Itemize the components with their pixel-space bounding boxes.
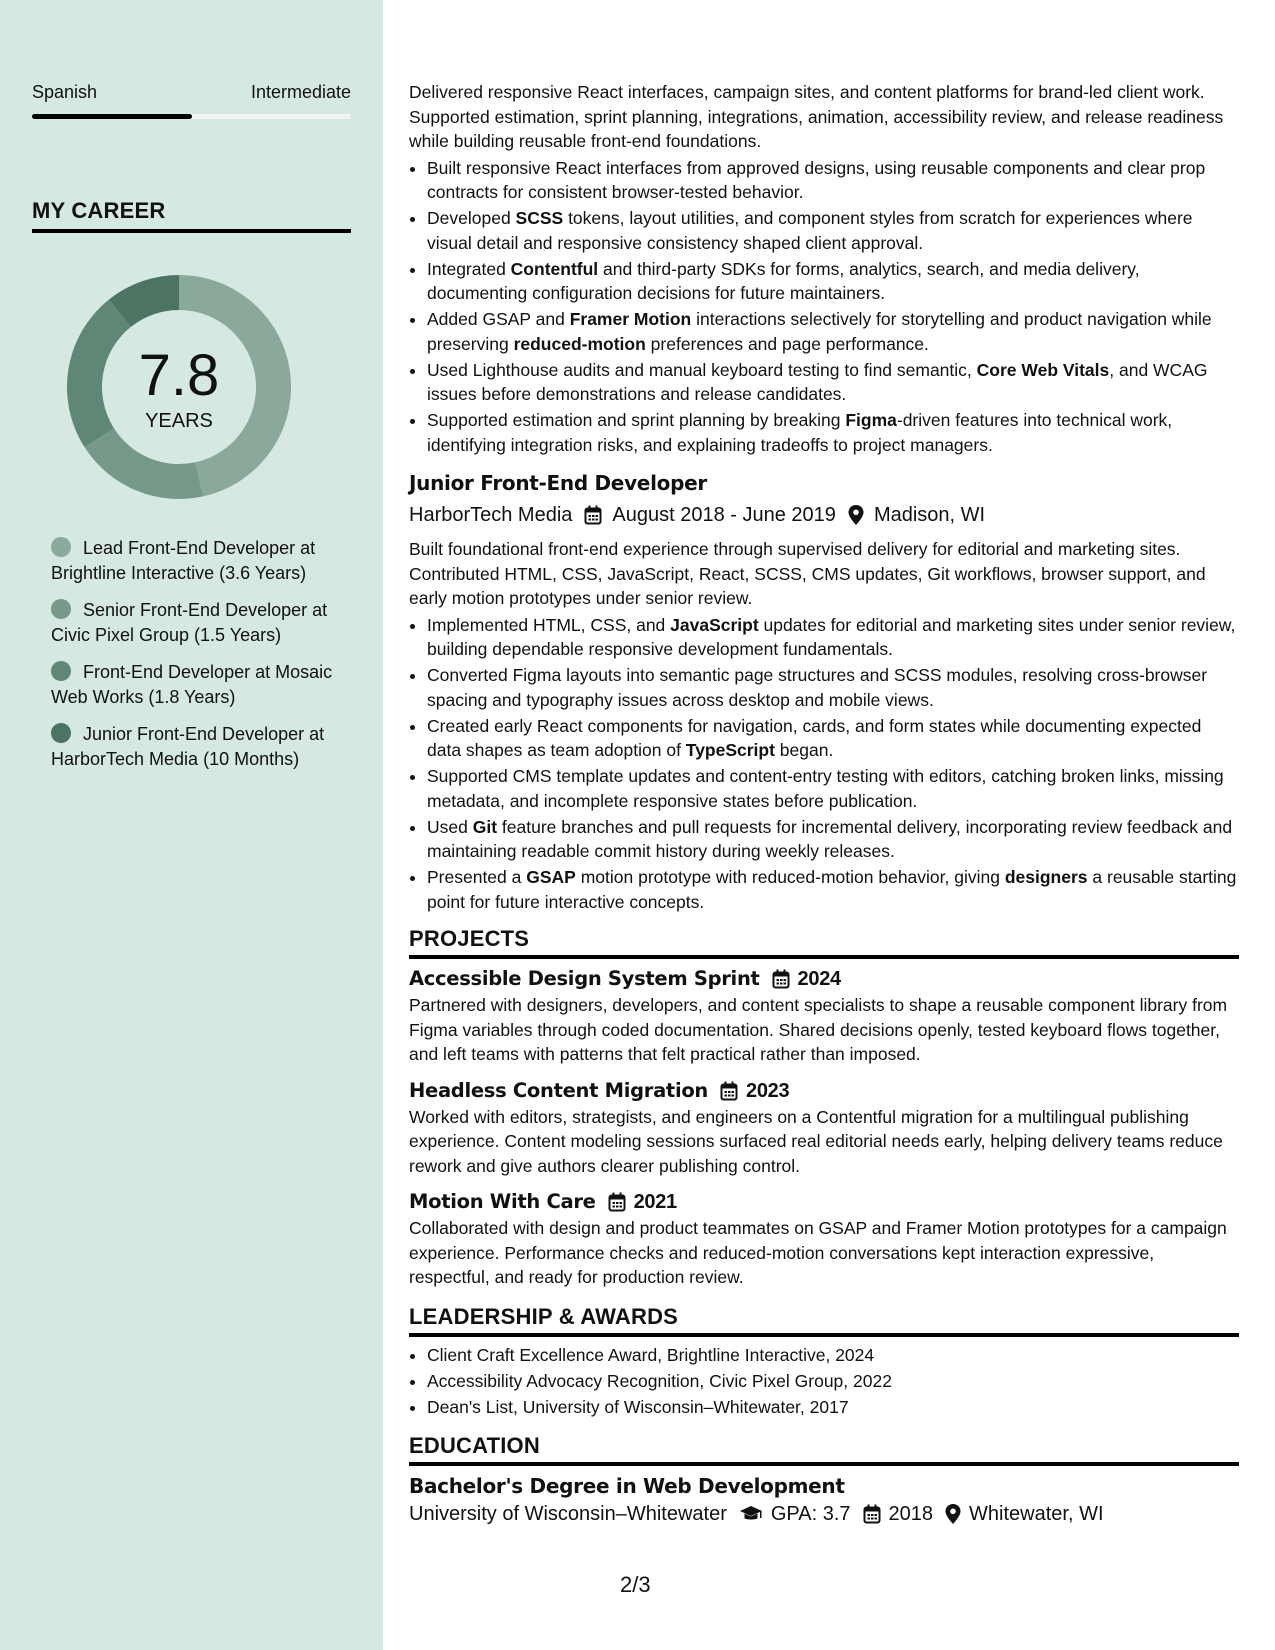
bullet-text: a reusable starting point for future interactive concepts.	[427, 867, 1237, 912]
page-number: 2/3	[620, 1572, 651, 1597]
legend-label: Junior Front-End Developer at HarborTech Media (10 Months)	[51, 724, 325, 769]
award-item: • Client Craft Excellence Award, Brightline Interactive, 2024	[427, 1343, 1239, 1368]
project-description: Worked with editors, strategists, and engineers on a Contentful migration for a multilingual publishing experience. Content modeling sessions surfaced real editorial needs early, helping delivery teams reduce rework and give authors clearer publishing control.	[409, 1106, 1223, 1176]
bullet-text: interactions selectively for storytelling and product navigation while preserving	[427, 309, 1212, 354]
bullet-item	[427, 358, 1239, 407]
education-meta	[409, 1500, 1239, 1528]
project-description: Collaborated with design and product teammates on GSAP and Framer Motion prototypes for a campaign experience. Performance checks and reduced-motion conversations kept interaction expressive, respectful, and ready for production review.	[409, 1218, 1227, 1287]
bullet-highlight: GSAP	[526, 867, 576, 887]
bullet-highlight: JavaScript	[670, 614, 759, 635]
education-heading: EDUCATION	[409, 1433, 1239, 1466]
career-legend-item	[51, 536, 341, 586]
legend-dot	[51, 599, 71, 619]
awards-list	[409, 1343, 1239, 1420]
career-total-value: 7.8	[138, 343, 220, 408]
legend-dot	[51, 723, 71, 743]
bullet-text: Presented a	[427, 867, 527, 887]
job-meta	[409, 501, 1239, 529]
map-pin-icon	[848, 505, 864, 525]
job-summary: Built foundational front-end experience through supervised delivery for editorial and marketing sites. Contributed HTML, CSS, JavaScript, React, SCSS, CMS updates, Git workflows, browser support, and early motion prototypes under senior review.	[409, 539, 1206, 608]
education-location: Whitewater, WI	[969, 1503, 1104, 1525]
bullet-item	[427, 408, 1239, 457]
job-title: Junior Front-End Developer	[409, 471, 707, 495]
calendar-icon	[772, 969, 790, 989]
project-year: 2021	[633, 1191, 677, 1213]
career-legend-item	[51, 722, 341, 772]
bullet-text: motion prototype with reduced-motion behavior, giving	[575, 867, 1005, 887]
bullet-item	[427, 865, 1239, 914]
language-row	[32, 82, 351, 103]
bullet-text: Built responsive React interfaces from approved designs, using reusable components and clear prop contracts for consistent browser-tested behavior.	[427, 157, 1206, 202]
project-title-row	[409, 1188, 1239, 1216]
project-title: Motion With Care	[409, 1190, 596, 1213]
language-proficiency-fill	[32, 114, 192, 119]
career-total	[67, 275, 291, 499]
career-heading: MY CAREER	[32, 198, 351, 233]
project-title: Headless Content Migration	[409, 1078, 709, 1102]
education-gpa: GPA: 3.7	[770, 1503, 851, 1525]
bullet-text: Developed	[427, 208, 516, 228]
bullet-text: , and WCAG issues before demonstrations and release candidates.	[427, 359, 1208, 404]
bullet-highlight: Contentful	[510, 258, 599, 279]
bullet-text: Used	[427, 816, 473, 837]
language-level: Intermediate	[250, 82, 351, 102]
bullet-highlight: reduced-motion	[513, 333, 646, 354]
bullet-item	[427, 307, 1239, 356]
main-content	[409, 80, 1239, 1528]
career-legend-item	[51, 660, 341, 710]
education-school: University of Wisconsin–Whitewater	[409, 1503, 727, 1525]
calendar-icon	[720, 1081, 738, 1101]
bullet-text: preferences and page performance.	[645, 333, 929, 354]
calendar-icon	[863, 1504, 881, 1524]
legend-dot	[51, 661, 71, 681]
map-pin-icon	[945, 1504, 961, 1524]
legend-label: Senior Front-End Developer at Civic Pixel Group (1.5 Years)	[51, 600, 328, 645]
project-year: 2024	[797, 968, 841, 990]
bullet-text: Implemented HTML, CSS, and	[427, 614, 671, 635]
graduation-cap-icon	[739, 1505, 763, 1523]
language-name: Spanish	[32, 82, 98, 102]
education-year: 2018	[888, 1503, 934, 1525]
job-bullets	[409, 613, 1239, 915]
job-dates: August 2018 - June 2019	[612, 504, 836, 526]
project-year: 2023	[746, 1079, 790, 1102]
legend-label: Lead Front-End Developer at Brightline Interactive (3.6 Years)	[51, 538, 316, 583]
bullet-text: Created early React components for navigation, cards, and form states while documenting expected data shapes as team adoption of	[427, 715, 1202, 760]
bullet-highlight: Framer Motion	[569, 309, 692, 329]
job-location: Madison, WI	[873, 504, 986, 526]
calendar-icon	[608, 1192, 626, 1212]
bullet-highlight: SCSS	[515, 208, 564, 228]
sidebar	[0, 0, 383, 1650]
projects-list	[409, 965, 1239, 1290]
career-total-unit: YEARS	[145, 410, 213, 432]
bullet-item	[427, 663, 1239, 712]
bullet-highlight: TypeScript	[685, 740, 775, 760]
project-title: Accessible Design System Sprint	[409, 967, 760, 990]
bullet-text: updates for editorial and marketing sites under senior review, building dependable responsive development fundamentals.	[427, 614, 1236, 659]
bullet-text: Supported estimation and sprint planning by breaking	[427, 410, 846, 430]
bullet-item	[427, 206, 1239, 255]
bullet-text: tokens, layout utilities, and component styles from scratch for experiences where visual detail and responsive consistency shaped client approval.	[427, 208, 1193, 253]
legend-label: Front-End Developer at Mosaic Web Works (1.8 Years)	[51, 662, 333, 707]
bullet-text: Converted Figma layouts into semantic page structures and SCSS modules, resolving cross-browser spacing and typography issues across desktop and mobile views.	[427, 665, 1208, 710]
bullet-highlight: designers	[1004, 867, 1088, 887]
project-description: Partnered with designers, developers, and content specialists to shape a reusable component library from Figma variables through coded documentation. Shared decisions openly, tested keyboard flows together, and left teams with patterns that felt practical rather than imposed.	[409, 995, 1228, 1064]
awards-heading: LEADERSHIP & AWARDS	[409, 1304, 1239, 1337]
award-item: • Accessibility Advocacy Recognition, Civic Pixel Group, 2022	[427, 1369, 1239, 1394]
bullet-text: Integrated	[427, 258, 511, 279]
bullet-text: and third-party SDKs for forms, analytics, search, and media delivery, documenting configuration decisions for future maintainers.	[427, 258, 1140, 303]
calendar-icon	[584, 505, 602, 525]
bullet-item	[427, 257, 1239, 306]
bullet-text: feature branches and pull requests for incremental delivery, incorporating review feedback and maintaining readable commit history during weekly releases.	[427, 816, 1233, 861]
education-degree: Bachelor's Degree in Web Development	[409, 1474, 845, 1498]
bullet-highlight: Figma	[845, 410, 897, 430]
legend-dot	[51, 537, 71, 557]
bullet-text: began.	[774, 740, 834, 760]
language-proficiency-bar	[32, 114, 351, 119]
career-legend-item	[51, 598, 341, 648]
bullet-highlight: Core Web Vitals	[976, 359, 1110, 380]
bullet-text: Supported CMS template updates and content-entry testing with editors, catching broken links, missing metadata, and incomplete responsive states before publication.	[427, 766, 1224, 811]
project-title-row	[409, 1077, 1239, 1105]
job-company: HarborTech Media	[409, 504, 573, 526]
bullet-item	[427, 613, 1239, 662]
bullet-highlight: Git	[472, 816, 498, 837]
bullet-item	[427, 156, 1239, 205]
career-legend	[51, 536, 341, 784]
experience-summary: Delivered responsive React interfaces, campaign sites, and content platforms for brand-led client work. Supported estimation, sprint planning, integrations, animation, accessibility review, and release readiness while building reusable front-end foundations.	[409, 82, 1224, 151]
bullet-text: -driven features into technical work, identifying integration risks, and explaining tradeoffs to project managers.	[427, 410, 1173, 455]
projects-heading: PROJECTS	[409, 926, 1239, 959]
project-title-row	[409, 965, 1239, 993]
bullet-item	[427, 815, 1239, 864]
bullet-item	[427, 764, 1239, 813]
bullet-text: Added GSAP and	[427, 309, 570, 329]
bullet-text: Used Lighthouse audits and manual keyboard testing to find semantic,	[427, 359, 977, 380]
award-item: • Dean's List, University of Wisconsin–Whitewater, 2017	[427, 1395, 1239, 1420]
experience-bullets	[409, 156, 1239, 458]
bullet-item	[427, 714, 1239, 763]
